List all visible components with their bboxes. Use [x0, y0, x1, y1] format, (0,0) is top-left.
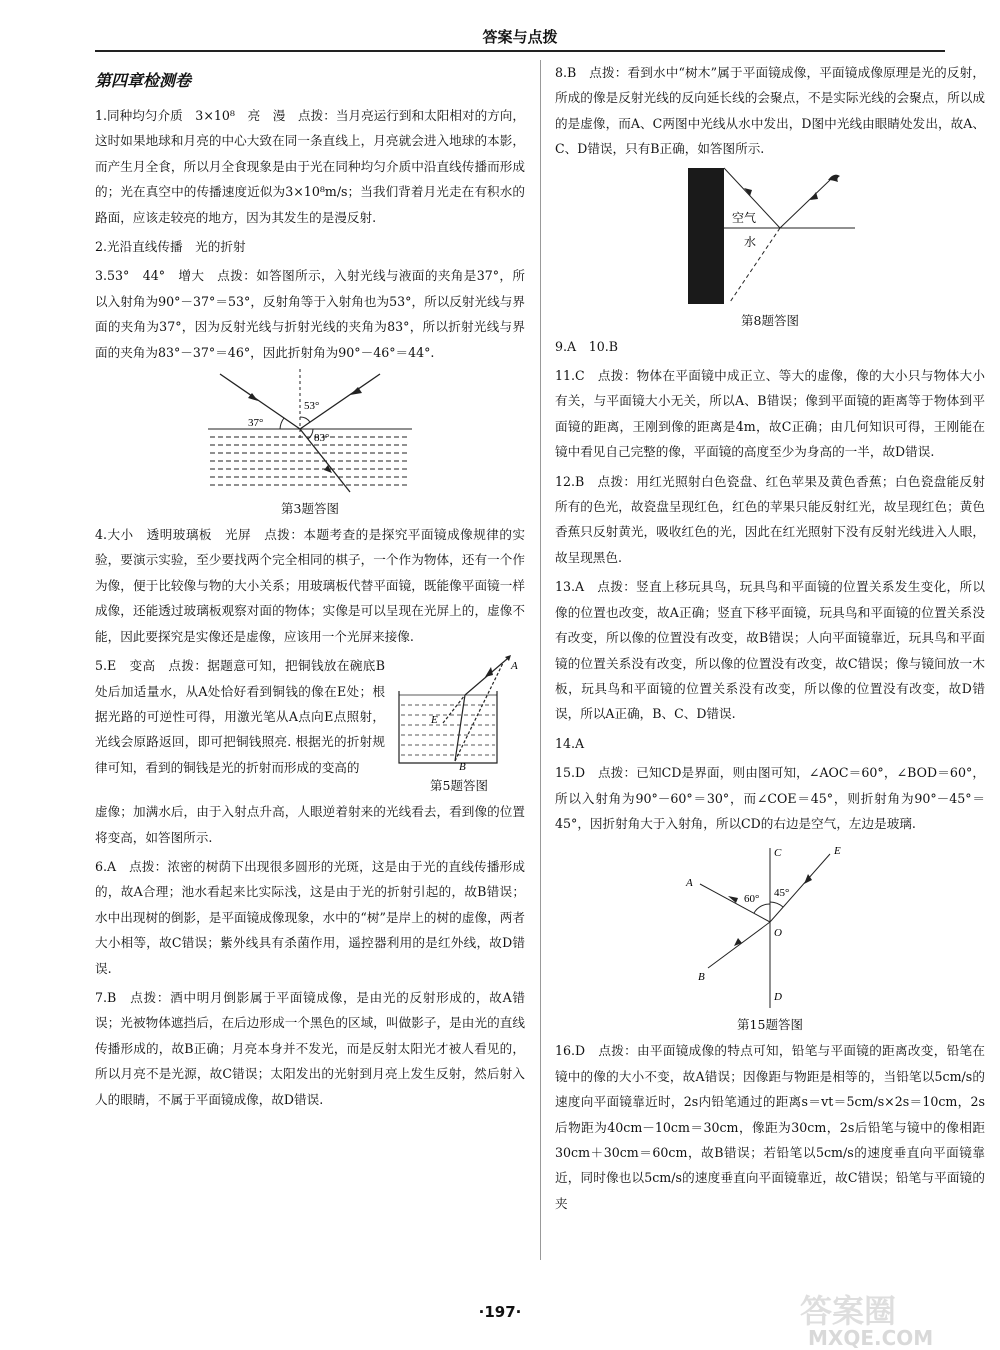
fig5-label-e: E: [431, 714, 438, 727]
fig3-angle-83: 83°: [314, 432, 330, 445]
header-title: 答案与点拨: [482, 28, 558, 46]
fig15-label-e: E: [834, 845, 841, 858]
column-divider: [540, 60, 541, 1260]
answer-item-2: 2.光沿直线传播 光的折射: [95, 239, 246, 255]
answer-item-5: [95, 653, 525, 850]
figure-15-caption: 第15题答图: [737, 1017, 803, 1033]
figure-15: [555, 840, 985, 1014]
figure-5: [393, 653, 525, 799]
fig15-label-d: D: [774, 991, 782, 1004]
answer-item-16: 16.D 点拨：由平面镜成像的特点可知，铅笔与平面镜的距离改变，铅笔在镜中的像的大小不变，故A错误；因像距与物距是相等的，当铅笔以5cm/s的速度向平面镜靠近时，2s内铅笔通过的距离s＝vt＝5cm/s×2s＝10cm，2s后物距为40cm－10cm＝30cm，像距为30cm，2s后铅笔与镜中的像相距30cm＋30cm＝60cm，故B错误；若铅笔以5cm/s的速度垂直向平面镜靠近，同时像也以5cm/s的速度垂直向平面镜靠近，故C错误；铅笔与平面镜的夹: [555, 1043, 985, 1211]
page-header: [95, 26, 945, 52]
chapter-title: 第四章检测卷: [95, 71, 192, 90]
left-column: [95, 60, 525, 1116]
right-column: [555, 60, 985, 1220]
answer-item-1: 1.同种均匀介质 3×10⁸ 亮 漫 点拨：当月亮运行到和太阳相对的方向，这时如果地球和月亮的中心大致在同一条直线上，月亮就会进入地球的本影，而产生月全食，所以月全食现象是由于光在同种均匀介质中沿直线传播而形成的；光在真空中的传播速度近似为3×10⁸m/s；当我们背着月光走在有积水的路面，应该走较亮的地方，因为其发生的是漫反射.: [95, 108, 525, 225]
answer-item-5-part2: 虚像；加满水后，由于入射点升高，人眼逆着射来的光线看去，看到像的位置将变高，如答图所示.: [95, 804, 525, 845]
fig3-angle-37: 37°: [248, 417, 264, 430]
answer-item-11: 11.C 点拨：物体在平面镜中成正立、等大的虚像，像的大小只与物体大小有关，与平面镜大小无关，所以A、B错误；像到平面镜的距离等于物体到平面镜的距离，王刚到像的距离是4m，故C正确；由几何知识可得，王刚能在镜中看见自己完整的像，平面镜的高度至少为身高的一半，故D错误.: [555, 368, 985, 460]
figure-3-diagram: [200, 369, 420, 494]
fig3-angle-53: 53°: [304, 400, 320, 413]
figure-15-diagram: [670, 840, 870, 1010]
figure-5-caption: 第5题答图: [430, 778, 488, 794]
fig15-angle-45: 45°: [774, 887, 790, 900]
answer-item-5-part1: 5.E 变高 点拨：据题意可知，把铜钱放在碗底B处后加适量水，从A处恰好看到铜钱的像在E处；根据光路的可逆性可得，用激光笔从A点向E点照射，光线会原路返回，即可把铜钱照亮. 根据光的折射规律可知，看到的铜钱是光的折射而形成的变高的: [95, 658, 385, 775]
answer-item-12: 12.B 点拨：用红光照射白色瓷盘、红色苹果及黄色香蕉；白色瓷盘能反射所有的色光，故瓷盘呈现红色，红色的苹果只能反射红光，故呈现红色；黄色香蕉只反射黄光，吸收红色的光，因此在红光照射下没有反射光线进入人眼，故呈现黑色.: [555, 473, 985, 565]
figure-5-diagram: [393, 653, 525, 773]
figure-3: [95, 369, 525, 498]
fig15-label-a: A: [686, 877, 693, 890]
watermark-url: MXQE.COM: [808, 1326, 934, 1350]
answer-item-7: 7.B 点拨：酒中明月倒影属于平面镜成像，是由光的反射形成的，故A错误；光被物体遮挡后，在后边形成一个黑色的区域，叫做影子，是由光的直线传播形成的，故B正确；月亮本身并不发光，而是反射太阳光才被人看见的，所以月亮不是光源，故C错误；太阳发出的光射到月亮上发生反射，然后射入人的眼睛，不属于平面镜成像，故D错误.: [95, 989, 525, 1107]
answer-item-4: 4.大小 透明玻璃板 光屏 点拨：本题考查的是探究平面镜成像规律的实验，要演示实验，至少要找两个完全相同的棋子，一个作为物体，还有一个作为像，便于比较像与物的大小关系；用玻璃板代替平面镜，既能像平面镜一样成像，还能透过玻璃板观察对面的物体；实像是可以呈现在光屏上的，虚像不能，因此要探究是实像还是虚像，应该用一个光屏来接像.: [95, 527, 525, 644]
fig5-label-a: A: [511, 660, 518, 673]
answer-item-8: 8.B 点拨：看到水中“树木”属于平面镜成像，平面镜成像原理是光的反射，所成的像是反射光线的反向延长线的会聚点，不是实际光线的会聚点，所以成的是虚像，而A、C两图中光线从水中发出，D图中光线由眼睛处发出，故A、C、D错误，只有B正确，如答图所示.: [555, 65, 985, 157]
fig5-label-b: B: [459, 761, 466, 774]
figure-8-caption: 第8题答图: [741, 312, 799, 328]
figure-8: [555, 166, 985, 310]
answer-item-3: 3.53° 44° 增大 点拨：如答图所示，入射光线与液面的夹角是37°，所以入射角为90°－37°＝53°，反射角等于入射角也为53°，所以反射光线与界面的夹角为37°，因为反射光线与折射光线的夹角为83°，所以折射光线与界面的夹角为83°－37°＝46°，因此折射角为90°－46°＝44°.: [95, 268, 525, 360]
page-number: ·197·: [478, 1303, 522, 1321]
fig15-label-c: C: [774, 847, 782, 860]
watermark-logo: 答案圈: [800, 1292, 897, 1330]
fig8-label-water: 水: [744, 234, 757, 249]
answer-item-15: 15.D 点拨：已知CD是界面，则由图可知，∠AOC＝60°，∠BOD＝60°，所以入射角为90°－60°＝30°，而∠COE＝45°，则折射角为90°－45°＝45°，因折射角大于入射角，所以CD的右边是空气，左边是玻璃.: [555, 765, 985, 831]
fig8-label-air: 空气: [732, 210, 757, 225]
figure-8-diagram: [680, 166, 860, 306]
fig15-angle-60: 60°: [744, 893, 760, 906]
answer-item-14: 14.A: [555, 735, 585, 751]
answer-item-6: 6.A 点拨：浓密的树荫下出现很多圆形的光斑，这是由于光的直线传播形成的，故A合理；池水看起来比实际浅，这是由于光的折射引起的，故B错误；水中出现树的倒影，是平面镜成像现象，水中的“树”是岸上的树的虚像，两者大小相等，故C错误；紫外线具有杀菌作用，遥控器利用的是红外线，故D错误.: [95, 858, 525, 976]
fig15-label-o: O: [774, 927, 782, 940]
figure-3-caption: 第3题答图: [281, 501, 339, 517]
answer-item-9-10: 9.A 10.B: [555, 338, 618, 354]
fig15-label-b: B: [698, 971, 705, 984]
answer-item-13: 13.A 点拨：竖直上移玩具鸟，玩具鸟和平面镜的位置关系发生变化，所以像的位置也改变，故A正确；竖直下移平面镜，玩具鸟和平面镜的位置关系没有改变，所以像的位置没有改变，故B错误；人向平面镜靠近，玩具鸟和平面镜的位置关系没有改变，所以像的位置没有改变，故C错误；像与镜间放一木板，玩具鸟和平面镜的位置关系没有改变，所以像的位置没有改变，故D错误，所以A正确，B、C、D错误.: [555, 579, 985, 722]
